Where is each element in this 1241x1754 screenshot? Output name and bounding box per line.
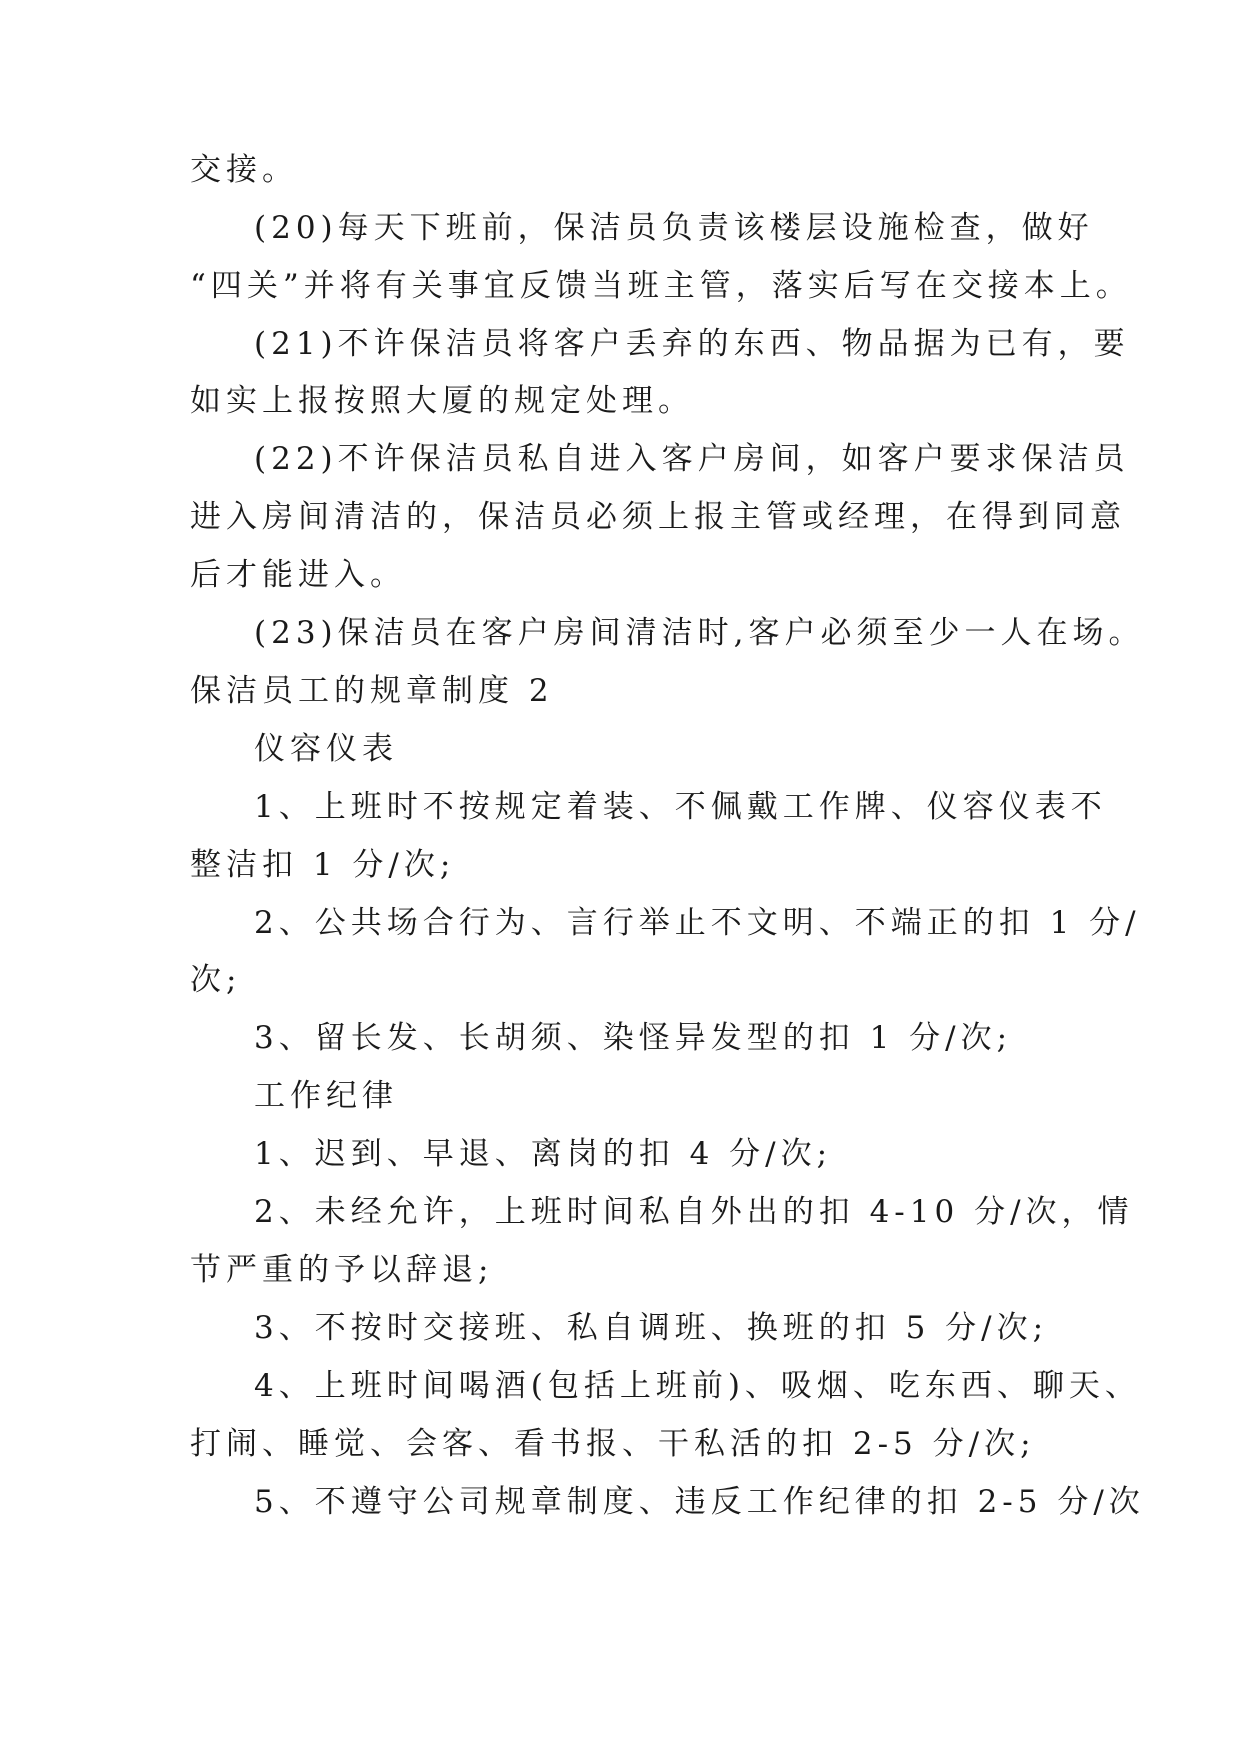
text-line: 3、不按时交接班、私自调班、换班的扣 5 分/次; <box>254 1310 1049 1346</box>
subsection-heading: 仪容仪表 <box>254 731 398 767</box>
text-line: 2、未经允许，上班时间私自外出的扣 4-10 分/次，情 <box>254 1194 1134 1230</box>
text-line: 后才能进入。 <box>190 557 406 593</box>
text-line: 整洁扣 1 分/次; <box>190 847 456 883</box>
text-line: (22)不许保洁员私自进入客户房间，如客户要求保洁员 <box>254 441 1130 477</box>
text-line: (20)每天下班前，保洁员负责该楼层设施检查，做好 <box>254 210 1094 246</box>
text-line: 5、不遵守公司规章制度、违反工作纪律的扣 2-5 分/次 <box>254 1484 1145 1520</box>
text-line: 1、迟到、早退、离岗的扣 4 分/次; <box>254 1136 833 1172</box>
text-line: 1、上班时不按规定着装、不佩戴工作牌、仪容仪表不 <box>254 789 1107 825</box>
subsection-heading: 工作纪律 <box>254 1078 398 1114</box>
text-line: 次; <box>190 962 242 998</box>
section-heading: 保洁员工的规章制度 2 <box>190 673 554 709</box>
text-line: 4、上班时间喝酒(包括上班前)、吸烟、吃东西、聊天、 <box>254 1368 1141 1404</box>
text-line: 打闹、睡觉、会客、看书报、干私活的扣 2-5 分/次; <box>190 1426 1036 1462</box>
text-line: (21)不许保洁员将客户丢弃的东西、物品据为已有，要 <box>254 326 1130 362</box>
text-line: 3、留长发、长胡须、染怪异发型的扣 1 分/次; <box>254 1020 1013 1056</box>
text-line: (23)保洁员在客户房间清洁时,客户必须至少一人在场。 <box>254 615 1145 651</box>
text-line: 节严重的予以辞退; <box>190 1252 494 1288</box>
text-line: “四关”并将有关事宜反馈当班主管，落实后写在交接本上。 <box>190 268 1132 304</box>
text-line: 2、公共场合行为、言行举止不文明、不端正的扣 1 分/ <box>254 905 1141 941</box>
text-line: 交接。 <box>190 152 298 188</box>
text-line: 进入房间清洁的，保洁员必须上报主管或经理，在得到同意 <box>190 499 1126 535</box>
text-line: 如实上报按照大厦的规定处理。 <box>190 383 694 419</box>
